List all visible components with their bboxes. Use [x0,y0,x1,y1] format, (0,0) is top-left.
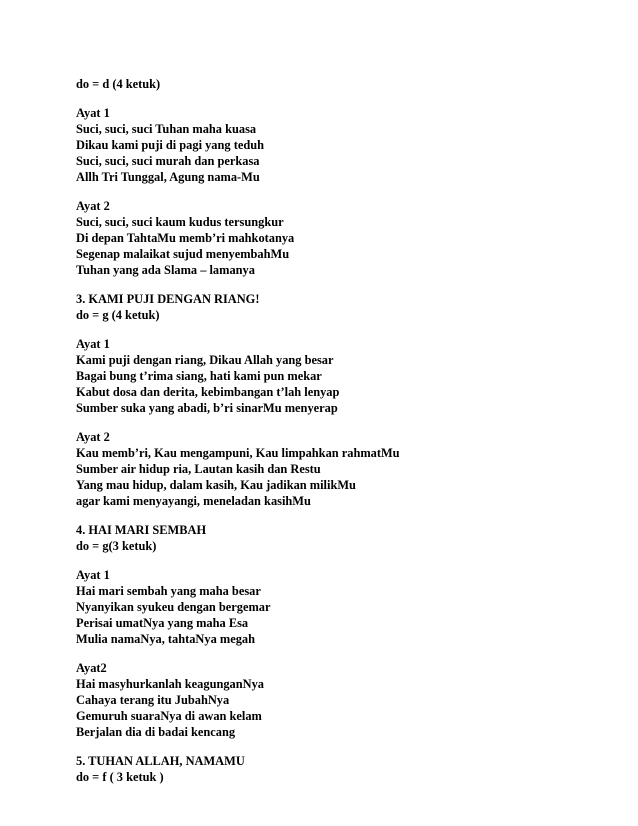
block-gap [76,323,616,336]
lyric-line: Suci, suci, suci Tuhan maha kuasa [76,122,257,136]
lyric-line: Berjalan dia di badai kencang [76,725,236,739]
key-signature-line: do = f ( 3 ketuk ) [76,770,164,784]
lyric-line: Di depan TahtaMu memb’ri mahkotanya [76,231,295,245]
lyric-line: Sumber air hidup ria, Lautan kasih dan Restu [76,462,321,476]
lyric-line: Hai masyhurkanlah keagunganNya [76,677,264,691]
lyric-line: agar kami menyayangi, meneladan kasihMu [76,494,311,508]
song-title: 3. KAMI PUJI DENGAN RIANG! [76,292,260,306]
verse-block [76,336,616,416]
block-gap [76,278,616,291]
verse-block [76,198,616,278]
song-heading-block [76,753,616,785]
block-gap [76,740,616,753]
block-gap [76,416,616,429]
block-gap [76,185,616,198]
lyric-line: Segenap malaikat sujud menyembahMu [76,247,290,261]
lyric-line: Perisai umatNya yang maha Esa [76,616,249,630]
verse-block [76,567,616,647]
block-gap [76,509,616,522]
lyric-line: Yang mau hidup, dalam kasih, Kau jadikan milikMu [76,478,356,492]
lyric-line: Suci, suci, suci murah dan perkasa [76,154,260,168]
block-gap [76,554,616,567]
lyric-line: Kau memb’ri, Kau mengampuni, Kau limpahkan rahmatMu [76,446,400,460]
song-title: 4. HAI MARI SEMBAH [76,523,207,537]
verse-label: Ayat 1 [76,337,110,351]
lyric-line: Kami puji dengan riang, Dikau Allah yang besar [76,353,334,367]
key-signature-line: do = g (4 ketuk) [76,308,160,322]
lyric-line: Nyanyikan syukeu dengan bergemar [76,600,271,614]
verse-label: Ayat 2 [76,430,110,444]
song-title: 5. TUHAN ALLAH, NAMAMU [76,754,245,768]
verse-label: Ayat2 [76,661,107,675]
song-heading-block [76,522,616,554]
block-gap [76,647,616,660]
song-heading-block [76,291,616,323]
verse-label: Ayat 1 [76,106,110,120]
key-signature-line: do = d (4 ketuk) [76,77,161,91]
lyric-line: Sumber suka yang abadi, b’ri sinarMu menyerap [76,401,338,415]
verse-block [76,105,616,185]
lyric-line: Cahaya terang itu JubahNya [76,693,230,707]
lyric-line: Bagai bung t’rima siang, hati kami pun mekar [76,369,322,383]
verse-block [76,429,616,509]
lyric-line: Hai mari sembah yang maha besar [76,584,261,598]
document-page [76,76,616,785]
lyric-line: Suci, suci, suci kaum kudus tersungkur [76,215,284,229]
key-signature-line: do = g(3 ketuk) [76,539,157,553]
block-gap [76,92,616,105]
lyric-line: Tuhan yang ada Slama – lamanya [76,263,255,277]
lyric-line: Dikau kami puji di pagi yang teduh [76,138,264,152]
key-signature-block [76,76,616,92]
verse-label: Ayat 2 [76,199,110,213]
verse-label: Ayat 1 [76,568,110,582]
lyric-line: Allh Tri Tunggal, Agung nama-Mu [76,170,260,184]
lyric-line: Kabut dosa dan derita, kebimbangan t’lah lenyap [76,385,340,399]
verse-block [76,660,616,740]
lyric-line: Gemuruh suaraNya di awan kelam [76,709,262,723]
lyric-line: Mulia namaNya, tahtaNya megah [76,632,255,646]
